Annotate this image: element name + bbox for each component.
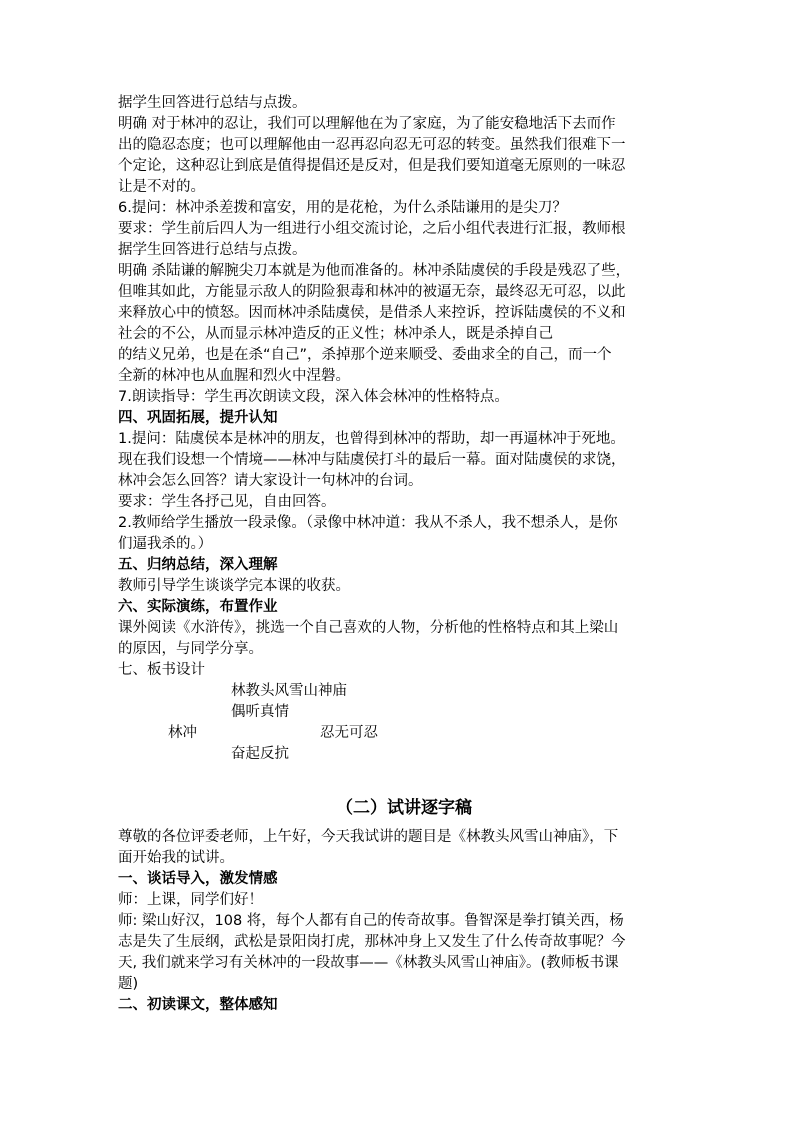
text-line: 志是失了生辰纲，武松是景阳岗打虎，那林冲身上又发生了什么传奇故事呢？今 (118, 934, 626, 950)
text-line: 尊敬的各位评委老师，上午好，今天我试讲的题目是《林教头风雪山神庙》，下 (118, 829, 619, 845)
blackboard-design (118, 681, 690, 765)
text-line: 的结义兄弟，也是在杀“自己”，杀掉那个逆来顺受、委曲求全的自己，而一个 (118, 347, 612, 363)
text-line: 天, 我们就来学习有关林冲的一段故事——《林教头风雪山神庙》。(教师板书课 (118, 955, 619, 971)
section-title: （二）试讲逐字稿 (336, 798, 472, 818)
trial-lecture-script (118, 827, 690, 1016)
lesson-plan-section (118, 93, 690, 681)
section-heading: 一、谈话导入，激发情感 (118, 871, 278, 887)
text-line: 但唯其如此，方能显示敌人的阴险狠毒和林冲的被逼无奈，最终忍无可忍，以此 (118, 284, 626, 300)
document-page (118, 93, 690, 1016)
text-line: 社会的不公，从而显示林冲造反的正义性；林冲杀人，既是杀掉自己 (118, 326, 553, 342)
text-line: 2.教师给学生播放一段录像。（录像中林冲道：我从不杀人，我不想杀人，是你 (118, 515, 618, 531)
board-title: 林教头风雪山神庙 (231, 683, 347, 699)
text-line: 七、板书设计 (118, 662, 205, 678)
section-heading: 五、归纳总结，深入理解 (118, 557, 278, 573)
text-line: 让是不对的。 (118, 179, 205, 195)
text-line: 教师引导学生谈谈学完本课的收获。 (118, 578, 350, 594)
text-line: 们逼我杀的。） (118, 536, 213, 552)
text-line: 要求：学生前后四人为一组进行小组交流讨论，之后小组代表进行汇报，教师根 (118, 221, 626, 237)
section-heading: 六、实际演练，布置作业 (118, 599, 278, 615)
board-line-3 (118, 723, 690, 744)
text-line: 1.提问：陆虞侯本是林冲的朋友，也曾得到林冲的帮助，却一再逼林冲于死地。 (118, 431, 625, 447)
text-line: 据学生回答进行总结与点拨。 (118, 242, 307, 258)
text-line: 7.朗读指导：学生再次朗读文段，深入体会林冲的性格特点。 (118, 389, 509, 405)
text-line: 的原因，与同学分享。 (118, 641, 263, 657)
text-line: 面开始我的试讲。 (118, 850, 234, 866)
text-line: 明确 对于林冲的忍让，我们可以理解他在为了家庭，为了能安稳地活下去而作 (118, 116, 616, 132)
board-left-label: 林冲 (168, 725, 197, 741)
text-line: 现在我们设想一个情境——林冲与陆虞侯打斗的最后一幕。面对陆虞侯的求饶， (118, 452, 626, 468)
board-line-2: 偶听真情 (231, 704, 289, 720)
section-heading: 四、巩固拓展，提升认知 (118, 410, 278, 426)
text-line: 题) (118, 976, 139, 992)
text-line: 要求：学生各抒己见，自由回答。 (118, 494, 336, 510)
text-line: 师: 梁山好汉，108 将，每个人都有自己的传奇故事。鲁智深是拳打镇关西，杨 (118, 913, 624, 929)
text-line: 明确 杀陆谦的解腕尖刀本就是为他而准备的。林冲杀陆虞侯的手段是残忍了些， (118, 263, 631, 279)
text-line: 全新的林冲也从血腥和烈火中涅磐。 (118, 368, 350, 384)
text-line: 个定论，这种忍让到底是值得提倡还是反对，但是我们要知道毫无原则的一味忍 (118, 158, 626, 174)
board-line-4: 奋起反抗 (231, 746, 289, 762)
text-line: 来释放心中的愤怒。因而林冲杀陆虞侯，是借杀人来控诉，控诉陆虞侯的不义和 (118, 305, 626, 321)
text-line: 林冲会怎么回答？请大家设计一句林冲的台词。 (118, 473, 423, 489)
text-line: 课外阅读《水浒传》，挑选一个自己喜欢的人物，分析他的性格特点和其上梁山 (118, 620, 619, 636)
text-line: 师：上课，同学们好！ (118, 892, 263, 908)
board-right-label: 忍无可忍 (320, 725, 378, 741)
text-line: 6.提问：林冲杀差拨和富安，用的是花枪，为什么杀陆谦用的是尖刀？ (118, 200, 567, 216)
text-line: 据学生回答进行总结与点拨。 (118, 95, 307, 111)
text-line: 出的隐忍态度；也可以理解他由一忍再忍向忍无可忍的转变。虽然我们很难下一 (118, 137, 626, 153)
section-heading: 二、初读课文，整体感知 (118, 997, 278, 1013)
